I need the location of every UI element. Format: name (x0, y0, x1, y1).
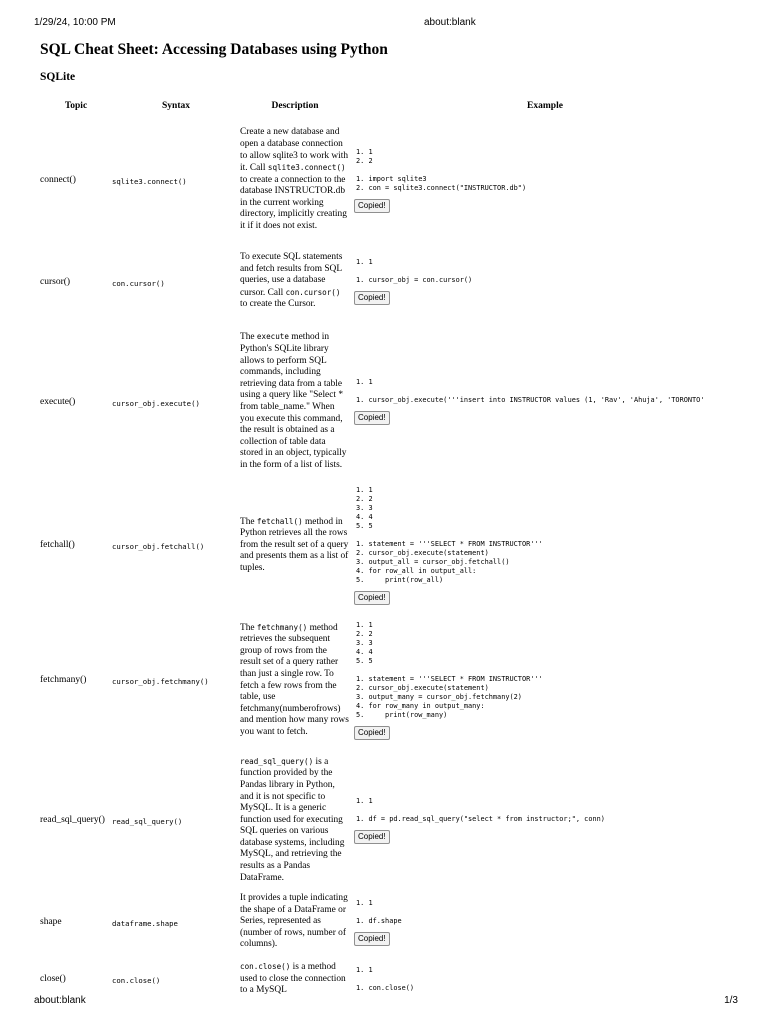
example-cell (350, 245, 740, 318)
description-cell (240, 115, 350, 245)
description-inline-code (257, 332, 289, 342)
description-cell (240, 885, 350, 959)
syntax-cell (112, 755, 240, 885)
example-code-block[interactable]: 1. cursor_obj.execute('''insert into INSTRUCTOR values (1, 'Rav', 'Ahuja', 'TORONTO' (356, 396, 705, 404)
inline-code: con.close() (240, 962, 291, 972)
example-line-numbers: 1. 1 (356, 965, 373, 974)
syntax-code: read_sql_query() (112, 817, 183, 826)
syntax-code: cursor_obj.fetchall() (112, 542, 205, 551)
example-line-numbers: 1. 1 2. 2 (356, 147, 373, 165)
section-title-sqlite: SQLite (40, 71, 76, 83)
example-cell (350, 485, 740, 605)
description-inline-code (240, 757, 313, 767)
inline-code: fetchmany() (256, 622, 308, 632)
print-footer (34, 995, 738, 1009)
syntax-code: cursor_obj.fetchmany() (112, 677, 209, 686)
description-text: to create the Cursor. (240, 299, 316, 310)
page-title: SQL Cheat Sheet: Accessing Databases using Python (40, 41, 388, 58)
syntax-cell (112, 959, 240, 999)
syntax-cell (112, 605, 240, 755)
table-row (40, 115, 740, 245)
description-cell (240, 959, 350, 999)
description-cell (240, 245, 350, 318)
topic-cell: execute() (40, 396, 76, 407)
example-code-block[interactable]: 1. df.shape (356, 916, 402, 925)
example-line-numbers: 1. 1 (356, 378, 373, 386)
description-text: is a method used to close the connection to a MySQL (240, 962, 346, 996)
topic-cell: close() (40, 974, 66, 984)
cheat-sheet-table (40, 96, 740, 999)
copy-button[interactable]: Copied! (354, 199, 390, 213)
example-cell (350, 605, 740, 755)
table-row (40, 245, 740, 318)
example-line-numbers: 1. 1 (356, 258, 373, 266)
topic-cell: shape (40, 917, 62, 927)
example-cell (350, 885, 740, 959)
copy-button[interactable]: Copied! (354, 411, 390, 425)
inline-code: read_sql_query() (240, 756, 314, 766)
table-row (40, 318, 740, 485)
description-text: method in Python's SQLite library allows to perform SQL commands, including retrieving data from a table using a query like "Select * from table_name." When you execute this command, the result is obtained as a collection of table data stored in an object, typically in the form of a list of lists. (240, 332, 347, 470)
topic-cell: cursor() (40, 276, 71, 287)
syntax-code: cursor_obj.execute() (112, 398, 200, 408)
syntax-cell (112, 245, 240, 318)
syntax-cell (112, 885, 240, 959)
table-body (40, 115, 740, 999)
description-inline-code (268, 163, 346, 173)
syntax-cell (112, 485, 240, 605)
copy-button[interactable]: Copied! (354, 932, 390, 946)
example-line-numbers: 1. 1 (356, 898, 373, 907)
description-text: To execute SQL statements and fetch results from SQL queries, use a database cursor. Call (240, 252, 343, 298)
description-text: to create a connection to the database INSTRUCTOR.db in the current working directory, implicitly creating it if it does not exist. (240, 174, 347, 232)
example-cell (350, 755, 740, 885)
description-text: The (240, 516, 257, 527)
header-description: Description (271, 100, 319, 111)
example-line-numbers: 1. 1 (356, 796, 373, 805)
example-code-block[interactable]: 1. df = pd.read_sql_query("select * from instructor;", conn) (356, 814, 605, 823)
syntax-code: con.close() (112, 976, 161, 985)
example-cell (350, 318, 740, 485)
inline-code: fetchall() (256, 516, 303, 526)
table-row (40, 485, 740, 605)
table-row (40, 605, 740, 755)
table-row (40, 755, 740, 885)
description-text: method retrieves the subsequent group of rows from the result set of a query rather than just a single row. To fetch a few rows from the table, use fetchmany(numberofrows) and mention how many rows you want to fetch. (240, 622, 349, 737)
syntax-cell (112, 318, 240, 485)
example-cell (350, 115, 740, 245)
table-row (40, 959, 740, 999)
inline-code: con.cursor() (285, 287, 341, 297)
description-inline-code (257, 623, 307, 633)
header-syntax: Syntax (162, 100, 190, 111)
description-text: method in Python retrieves all the rows from the result set of a query and presents them as a list of tuples. (240, 516, 349, 573)
syntax-code: dataframe.shape (112, 919, 178, 928)
description-inline-code (257, 517, 303, 527)
description-inline-code (286, 288, 341, 298)
header-topic: Topic (64, 100, 88, 111)
topic-cell: fetchall() (40, 540, 75, 550)
syntax-code: sqlite3.connect() (112, 177, 187, 186)
description-cell (240, 605, 350, 755)
description-inline-code (240, 962, 290, 972)
copy-button[interactable]: Copied! (354, 291, 390, 305)
topic-cell: connect() (40, 175, 76, 185)
description-text: The (240, 332, 257, 343)
description-text: The (240, 622, 257, 633)
copy-button[interactable]: Copied! (354, 726, 390, 740)
topic-cell: read_sql_query() (40, 815, 105, 825)
example-cell (350, 959, 740, 999)
example-code-block[interactable]: 1. cursor_obj = con.cursor() (356, 276, 473, 284)
example-line-numbers: 1. 1 2. 2 3. 3 4. 4 5. 5 (356, 620, 373, 665)
footer-url: about:blank (34, 995, 86, 1006)
table-row (40, 885, 740, 959)
syntax-code: con.cursor() (112, 278, 165, 288)
inline-code: execute (256, 332, 289, 342)
syntax-cell (112, 115, 240, 245)
example-code-block[interactable]: 1. con.close() (356, 983, 415, 992)
description-text: It provides a tuple indicating the shape of a DataFrame or Series, represented as (number of rows, number of columns). (240, 893, 348, 950)
description-cell (240, 485, 350, 605)
print-header (34, 17, 734, 31)
example-code-block[interactable]: 1. statement = '''SELECT * FROM INSTRUCTOR''' 2. cursor_obj.execute(statement) 3. output_many = cursor_obj.fetchmany(2) 4. for row_many in output_many: 5. print(row_many) (356, 674, 543, 719)
table-header-row (40, 96, 740, 115)
example-code-block[interactable]: 1. import sqlite3 2. con = sqlite3.connect("INSTRUCTOR.db") (356, 174, 527, 192)
copy-button[interactable]: Copied! (354, 591, 390, 605)
description-cell (240, 755, 350, 885)
inline-code: sqlite3.connect() (267, 163, 346, 173)
topic-cell: fetchmany() (40, 675, 87, 685)
print-datetime: 1/29/24, 10:00 PM (34, 17, 116, 28)
description-text: is a function provided by the Pandas library in Python, and it is not specific to MySQL. It is a generic function used for executing SQL queries on various database systems, including MySQL, and retrieving the results as a Pandas DataFrame. (240, 756, 345, 883)
example-code-block[interactable]: 1. statement = '''SELECT * FROM INSTRUCTOR''' 2. cursor_obj.execute(statement) 3. output_all = cursor_obj.fetchall() 4. for row_all in output_all: 5. print(row_all) (356, 539, 543, 584)
example-line-numbers: 1. 1 2. 2 3. 3 4. 4 5. 5 (356, 485, 373, 530)
header-example: Example (527, 100, 563, 111)
copy-button[interactable]: Copied! (354, 830, 390, 844)
page-number: 1/3 (724, 995, 738, 1006)
description-text: Create a new database and open a database connection to allow sqlite3 to work with it. Call (240, 127, 349, 174)
print-url: about:blank (424, 17, 476, 28)
description-cell (240, 318, 350, 485)
